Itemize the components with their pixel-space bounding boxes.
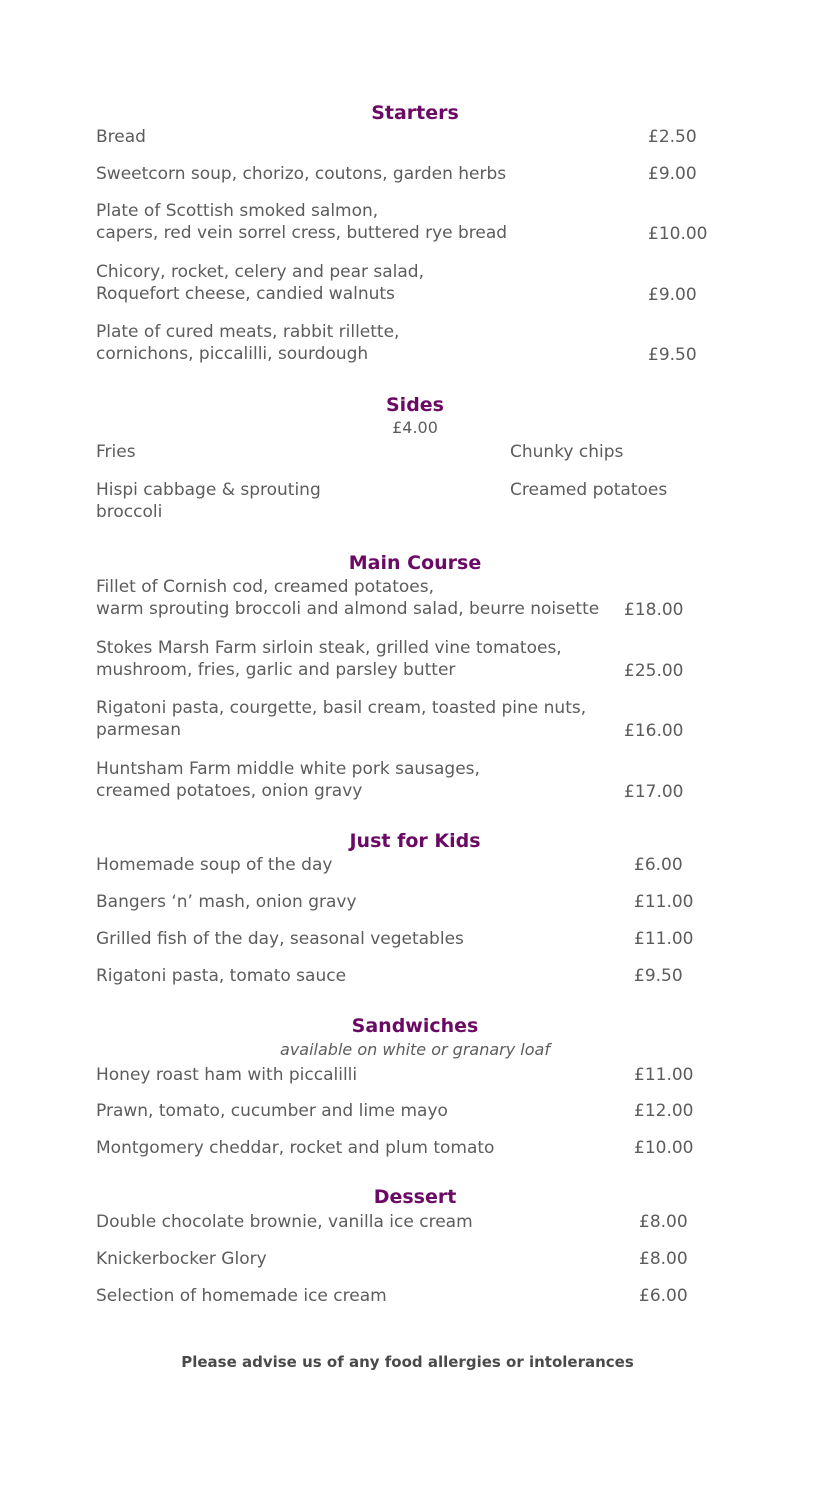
side-item: Creamed potatoes bbox=[510, 480, 668, 500]
kids-heading: Just for Kids bbox=[349, 830, 481, 852]
menu-item-price: £16.00 bbox=[624, 721, 684, 741]
side-item: Hispi cabbage & sprouting broccoli bbox=[96, 480, 321, 522]
menu-item-description: Rigatoni pasta, courgette, basil cream, toasted pine nuts, parmesan bbox=[96, 698, 587, 740]
menu-item-price: £6.00 bbox=[639, 1286, 688, 1306]
menu-item-price: £10.00 bbox=[634, 1138, 694, 1158]
menu-item-price: £9.00 bbox=[648, 285, 697, 305]
menu-item-description: Selection of homemade ice cream bbox=[96, 1286, 387, 1306]
menu-item-description: Homemade soup of the day bbox=[96, 855, 333, 875]
sides-heading: Sides bbox=[386, 394, 444, 416]
side-item: Fries bbox=[96, 442, 136, 462]
menu-item-description: Plate of Scottish smoked salmon, capers, red vein sorrel cress, buttered rye bread bbox=[96, 201, 508, 243]
menu-item-description: Knickerbocker Glory bbox=[96, 1249, 267, 1269]
menu-item-description: Rigatoni pasta, tomato sauce bbox=[96, 966, 347, 986]
menu-item-price: £2.50 bbox=[648, 127, 697, 147]
menu-item-description: Double chocolate brownie, vanilla ice cream bbox=[96, 1212, 473, 1232]
menu-item-price: £11.00 bbox=[634, 1065, 694, 1085]
menu-item-description: Montgomery cheddar, rocket and plum tomato bbox=[96, 1138, 495, 1158]
allergy-note: Please advise us of any food allergies or intolerances bbox=[181, 1353, 634, 1371]
menu-item-price: £12.00 bbox=[634, 1101, 694, 1121]
menu-item-description: Honey roast ham with piccalilli bbox=[96, 1065, 358, 1085]
menu-item-price: £6.00 bbox=[634, 855, 683, 875]
menu-item-description: Sweetcorn soup, chorizo, coutons, garden herbs bbox=[96, 164, 507, 184]
menu-item-description: Bangers ‘n’ mash, onion gravy bbox=[96, 892, 357, 912]
menu-item-price: £8.00 bbox=[639, 1212, 688, 1232]
menu-item-description: Plate of cured meats, rabbit rillette, cornichons, piccalilli, sourdough bbox=[96, 322, 400, 364]
sides-price: £4.00 bbox=[392, 418, 438, 437]
side-item: Chunky chips bbox=[510, 442, 624, 462]
menu-item-description: Fillet of Cornish cod, creamed potatoes, warm sprouting broccoli and almond salad, beurre noisette bbox=[96, 577, 600, 619]
menu-item-price: £18.00 bbox=[624, 600, 684, 620]
menu-item-price: £10.00 bbox=[648, 224, 708, 244]
menu-item-price: £8.00 bbox=[639, 1249, 688, 1269]
menu-item-price: £9.50 bbox=[648, 345, 697, 365]
menu-item-description: Bread bbox=[96, 127, 146, 147]
menu-item-description: Huntsham Farm middle white pork sausages, creamed potatoes, onion gravy bbox=[96, 759, 480, 801]
menu-item-description: Chicory, rocket, celery and pear salad, Roquefort cheese, candied walnuts bbox=[96, 262, 425, 304]
menu-item-price: £9.00 bbox=[648, 164, 697, 184]
menu-item-price: £11.00 bbox=[634, 929, 694, 949]
menu-item-price: £9.50 bbox=[634, 966, 683, 986]
sandwiches-heading: Sandwiches bbox=[351, 1015, 479, 1037]
dessert-heading: Dessert bbox=[373, 1186, 457, 1208]
menu-item-price: £11.00 bbox=[634, 892, 694, 912]
starters-heading: Starters bbox=[371, 102, 459, 124]
menu-item-description: Prawn, tomato, cucumber and lime mayo bbox=[96, 1101, 448, 1121]
main-course-heading: Main Course bbox=[348, 552, 482, 574]
sandwiches-subtitle: available on white or granary loaf bbox=[280, 1040, 550, 1059]
menu-item-price: £17.00 bbox=[624, 782, 684, 802]
menu-item-price: £25.00 bbox=[624, 661, 684, 681]
menu-item-description: Grilled fish of the day, seasonal vegetables bbox=[96, 929, 464, 949]
menu-item-description: Stokes Marsh Farm sirloin steak, grilled vine tomatoes, mushroom, fries, garlic and parsley butter bbox=[96, 638, 562, 680]
